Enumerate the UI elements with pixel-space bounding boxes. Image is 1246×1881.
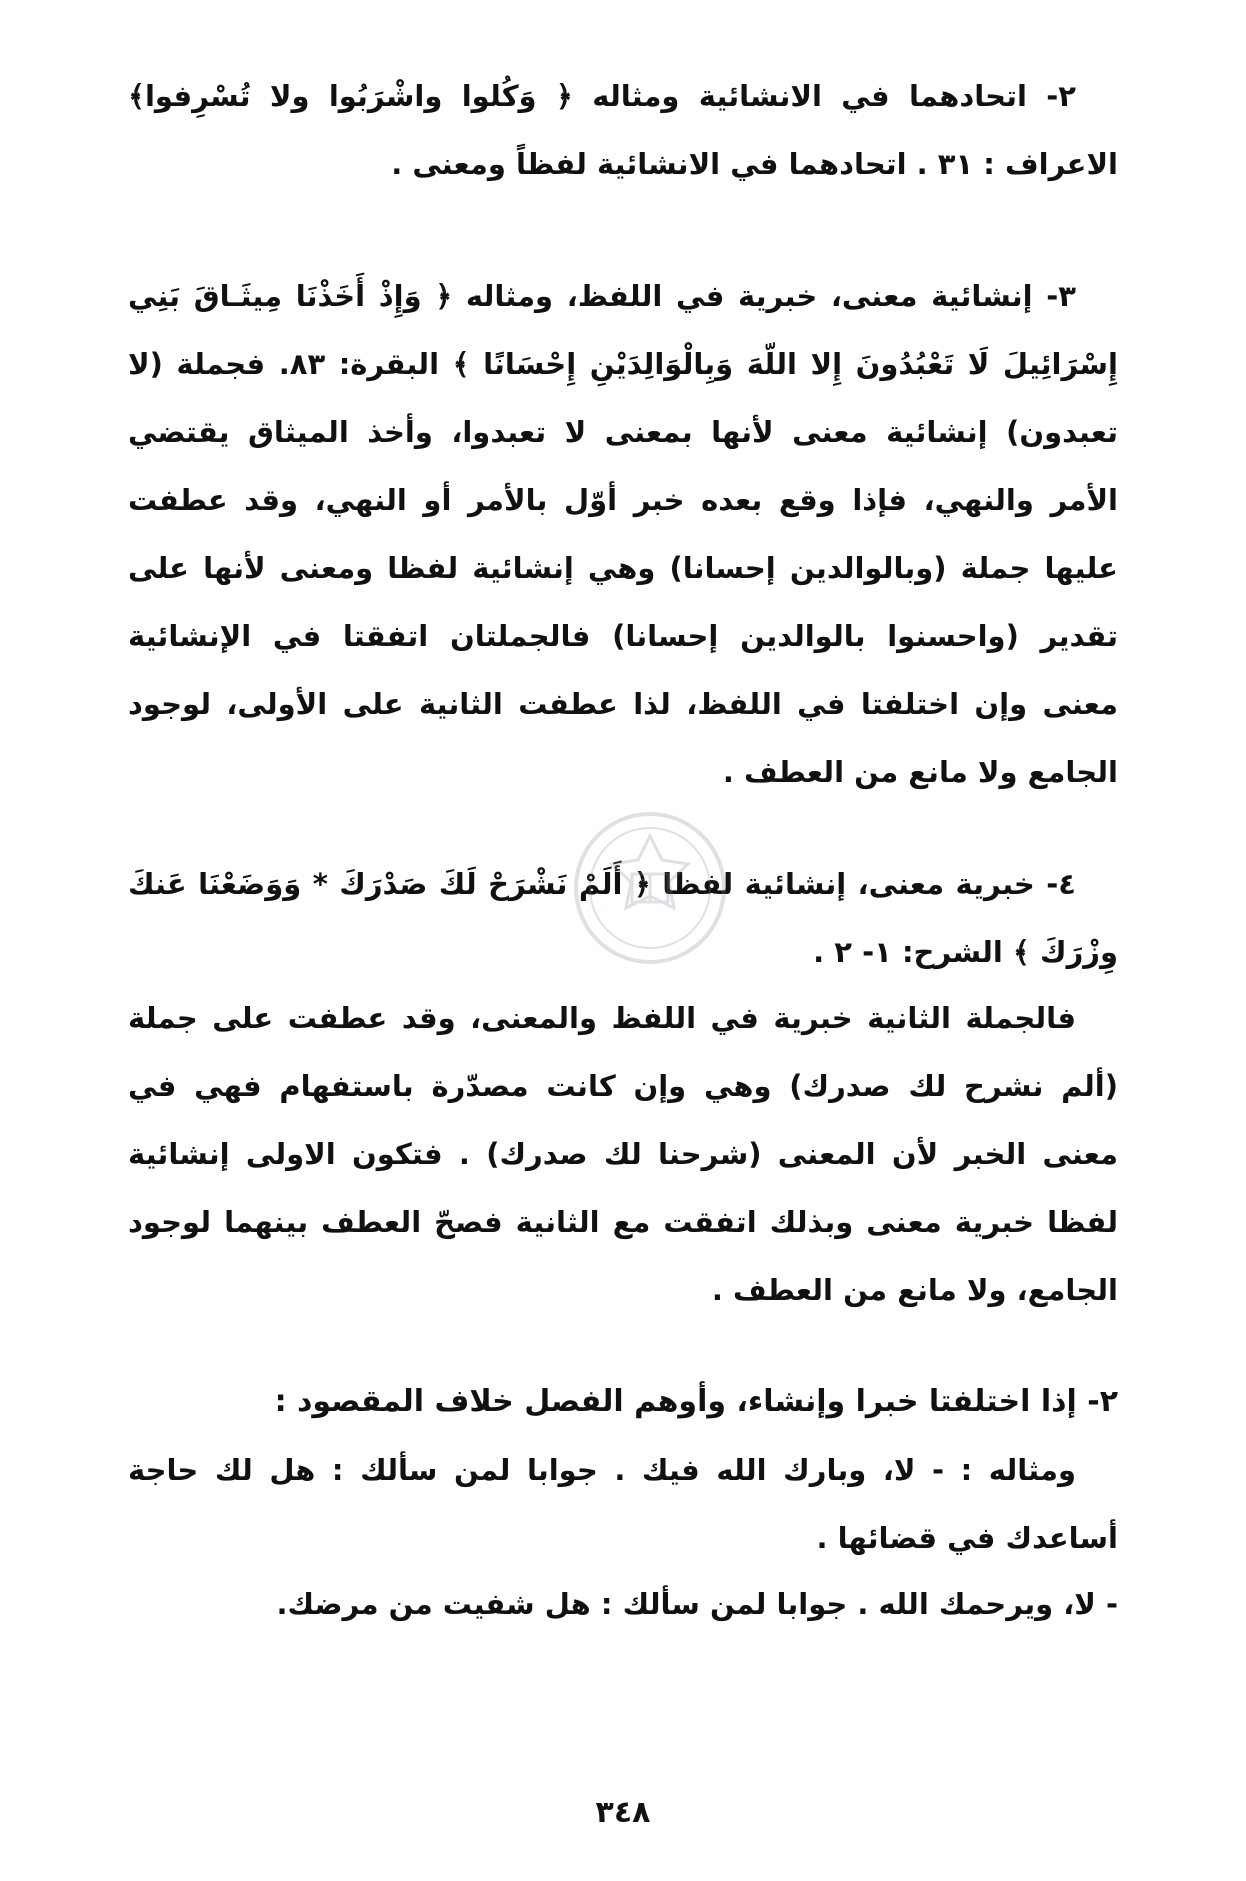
paragraph-explanation [128,984,1118,1324]
paragraph-insha-meaning-khabar-form [128,262,1118,806]
heading-text: ٢- إذا اختلفتا خبرا وإنشاء، وأوهم الفصل خلاف المقصود : [274,1384,1118,1419]
section-heading [128,1368,1118,1436]
paragraph-text: ٣- إنشائية معنى، خبرية في اللفظ، ومثاله ﴿ وَإِذْ أَخَذْنَا مِيثَـاقَ بَنِي إِسْرَائِيلَ لَا تَعْبُدُونَ إِلا اللّهَ وَبِالْوَالِدَيْنِ إِحْسَانًا ﴾ البقرة: ٨٣. فجملة (لا تعبدون) إنشائية معنى لأنها بمعنى لا تعبدوا، وأخذ الميثاق يقتضي الأمر والنهي، فإذا وقع بعده خبر أوّل بالأمر أو النهي، وقد عطفت عليها جملة (وبالوالدين إحسانا) وهي إنشائية لفظا ومعنى لأنها على تقدير (واحسنوا بالوالدين إحسانا) فالجملتان اتفقتا في الإنشائية معنى وإن اختلفتا في اللفظ، لذا عطفت الثانية على الأولى، لوجود الجامع ولا مانع من العطف . [128,279,1118,789]
example-text: ومثاله : - لا، وبارك الله فيك . جوابا لمن سألك : هل لك حاجة أساعدك في قضائها . [128,1453,1118,1555]
page-number: ٣٤٨ [595,1795,651,1830]
example-paragraph [128,1436,1118,1572]
paragraph-agreement-insha [128,62,1118,198]
seal-watermark-icon [570,808,730,968]
example-text: - لا، ويرحمك الله . جوابا لمن سألك : هل شفيت من مرضك. [276,1587,1118,1621]
example-paragraph [86,1570,1118,1638]
paragraph-text: ٢- اتحادهما في الانشائية ومثاله ﴿ وَكُلوا واشْرَبُوا ولا تُسْرِفوا﴾ الاعراف : ٣١ . اتحادهما في الانشائية لفظاً ومعنى . [128,79,1118,181]
paragraph-text: ٤- خبرية معنى، إنشائية لفظا ﴿ أَلَمْ نَشْرَحْ لَكَ صَدْرَكَ * وَوَضَعْنَا عَنكَ وِزْرَكَ ﴾ الشرح: ١- ٢ . [128,867,1118,969]
paragraph-text: فالجملة الثانية خبرية في اللفظ والمعنى، وقد عطفت على جملة (ألم نشرح لك صدرك) وهي وإن كانت مصدّرة باستفهام فهي في معنى الخبر لأن المعنى (شرحنا لك صدرك) . فتكون الاولى إنشائية لفظا خبرية معنى وبذلك اتفقت مع الثانية فصحّ العطف بينهما لوجود الجامع، ولا مانع من العطف . [128,1001,1118,1307]
